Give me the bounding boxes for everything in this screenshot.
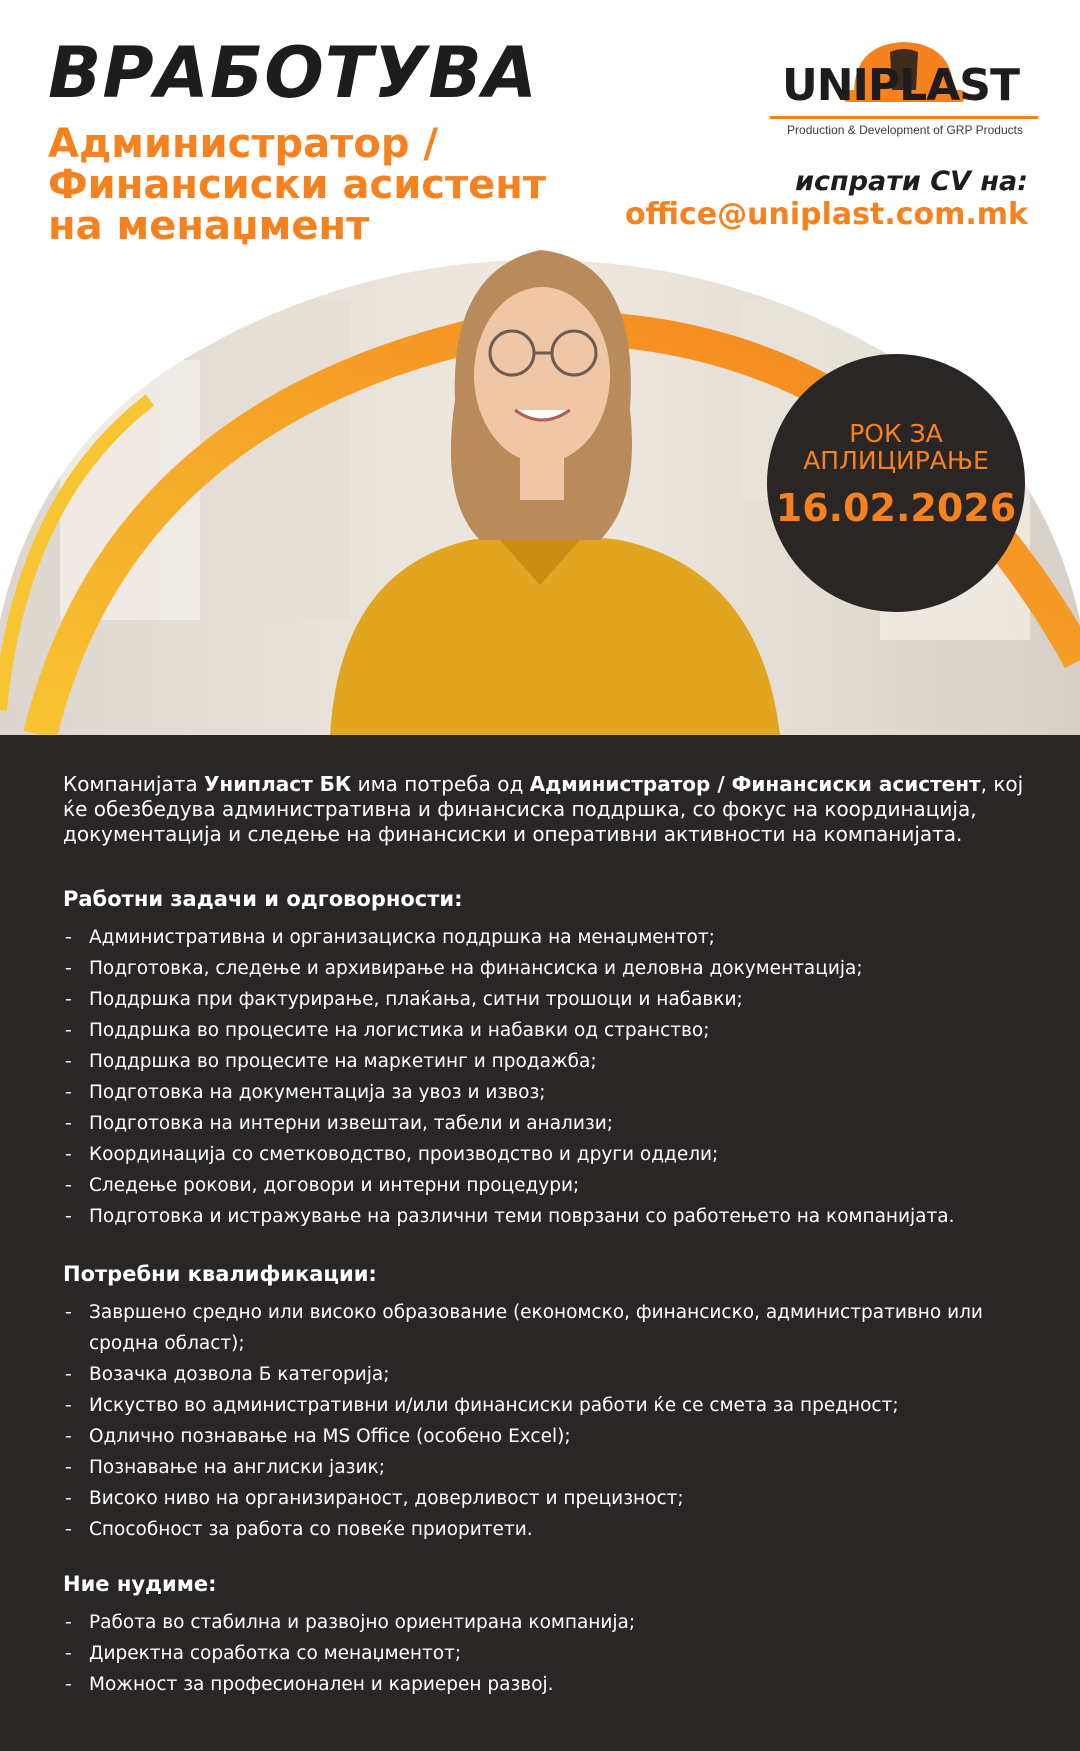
position-name: Администратор / Финансиски асистент <box>529 772 981 796</box>
logo-underline <box>770 116 1038 119</box>
list-item: - Поддршка во процесите на логистика и набавки од странство; <box>63 1015 1053 1046</box>
list-item: - Способност за работа со повеќе приоритети. <box>63 1514 1053 1545</box>
list-item: - Административна и организациска поддршка на менаџментот; <box>63 922 1053 953</box>
job-title-line: Администратор / <box>48 121 438 167</box>
qualifications-list <box>63 1297 1053 1545</box>
job-title <box>48 121 608 249</box>
offer-heading: Ние нудиме: <box>63 1572 217 1596</box>
company-name: Унипласт БК <box>204 772 352 796</box>
deadline-date: 16.02.2026 <box>775 486 1017 530</box>
list-item: - Одлично познавање на MS Office (особено Excel); <box>63 1421 1053 1452</box>
list-item: - Работа во стабилна и развојно ориентирана компанија; <box>63 1607 1053 1638</box>
list-item: - Возачка дозвола Б категорија; <box>63 1359 1053 1390</box>
list-item: - Подготовка на интерни извештаи, табели и анализи; <box>63 1108 1053 1139</box>
uniplast-logo <box>770 34 1038 140</box>
job-description <box>0 735 1080 1751</box>
contact-email[interactable]: office@uniplast.com.mk <box>624 197 1028 232</box>
send-cv-label: испрати CV на: <box>795 166 1028 197</box>
offer-list <box>63 1607 1053 1700</box>
logo-wordmark: UNIPLAST <box>782 60 1019 111</box>
list-item: - Подготовка, следење и архивирање на финансиска и деловна документација; <box>63 953 1053 984</box>
deadline-badge <box>767 354 1025 612</box>
list-item: - Можност за професионален и кариерен развој. <box>63 1669 1053 1700</box>
job-title-line: Финансиски асистент <box>48 162 547 208</box>
responsibilities-heading: Работни задачи и одговорности: <box>63 887 463 911</box>
list-item: - Подготовка и истражување на различни теми поврзани со работењето на компанијата. <box>63 1201 1053 1232</box>
list-item: - Координација со сметководство, производство и други оддели; <box>63 1139 1053 1170</box>
intro-text: има потреба од <box>351 772 530 796</box>
deadline-label: АПЛИЦИРАЊЕ <box>803 446 989 475</box>
responsibilities-list <box>63 922 1053 1232</box>
job-title-line: на менаџмент <box>48 203 370 249</box>
list-item: - Следење рокови, договори и интерни процедури; <box>63 1170 1053 1201</box>
list-item: - Подготовка на документација за увоз и извоз; <box>63 1077 1053 1108</box>
deadline-label: РОК ЗА <box>849 419 943 448</box>
qualifications-heading: Потребни квалификации: <box>63 1262 377 1286</box>
list-item: - Поддршка во процесите на маркетинг и продажба; <box>63 1046 1053 1077</box>
list-item: - Директна соработка со менаџментот; <box>63 1638 1053 1669</box>
intro-text: ќе обезбедува административна и финансиска поддршка, со фокус на координација, <box>63 797 977 821</box>
intro-text: Компанијата <box>63 772 205 796</box>
list-item: - Искуство во административни и/или финансиски работи ќе се смета за предност; <box>63 1390 1053 1421</box>
list-item: - Познавање на англиски јазик; <box>63 1452 1053 1483</box>
list-item: - Високо ниво на организираност, доверливост и прецизност; <box>63 1483 1053 1514</box>
list-item: - Завршено средно или високо образование (економско, финансиско, административно или сродна област); <box>63 1297 1029 1359</box>
intro-text: , кој <box>980 772 1024 796</box>
list-item: - Поддршка при фактурирање, плаќања, ситни трошоци и набавки; <box>63 984 1053 1015</box>
intro-paragraph <box>63 772 1033 847</box>
logo-tagline: Production & Development of GRP Products <box>787 123 1023 137</box>
intro-text: документација и следење на финансиски и оперативни активности на компанијата. <box>63 822 963 846</box>
headline: ВРАБОТУВА <box>48 32 538 114</box>
